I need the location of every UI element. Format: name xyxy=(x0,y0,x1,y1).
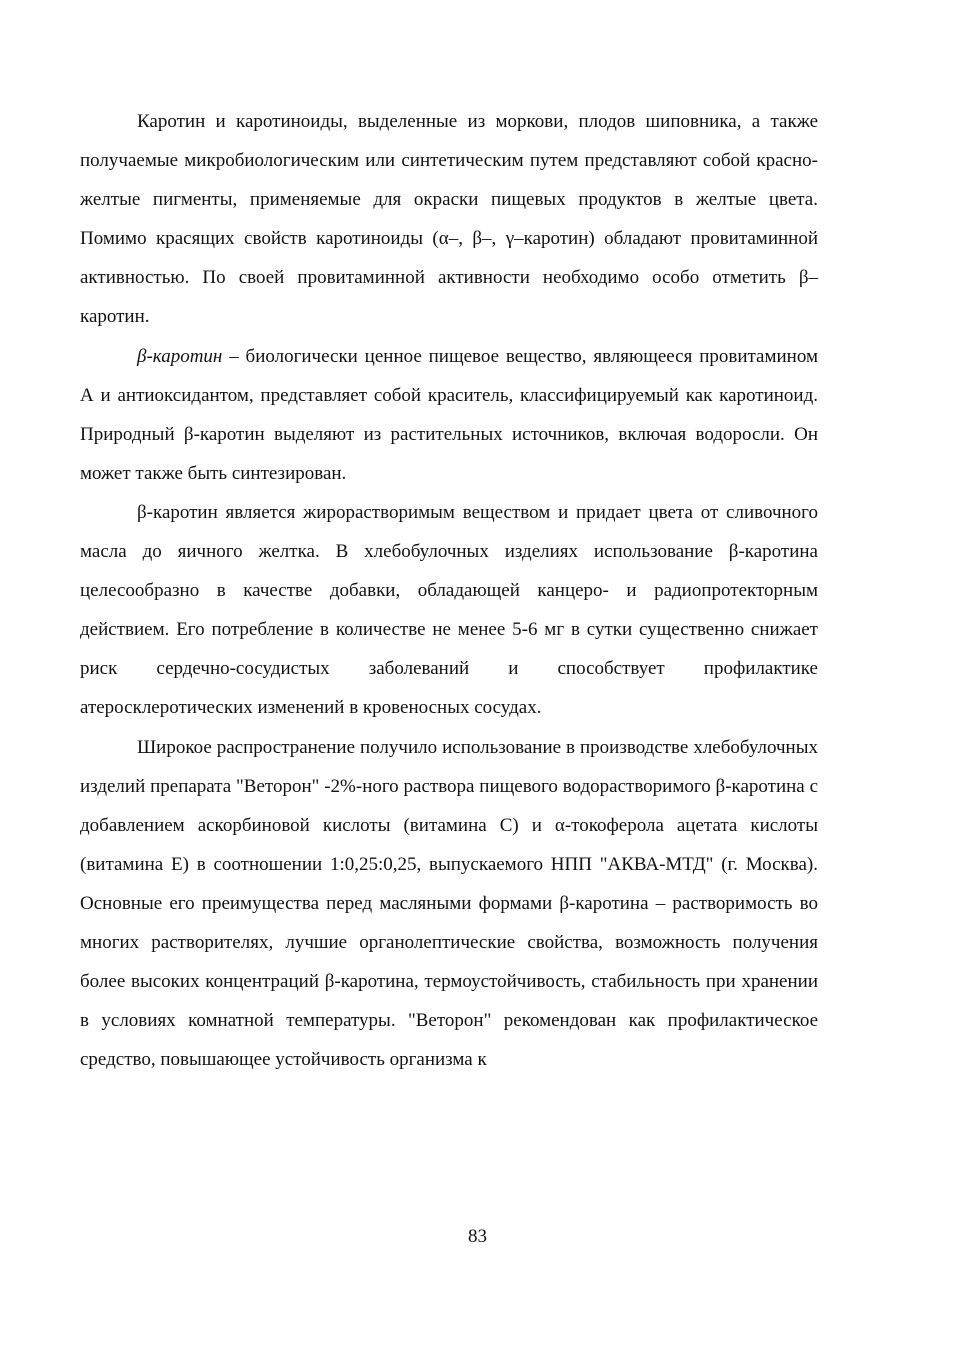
paragraph-text: Каротин и каротиноиды, выделенные из моркови, плодов шиповника, а также получаемые микробиологическим или синтетическим путем представляют собой красно-желтые пигменты, применяемые для окраски пищевых продуктов в желтые цвета. Помимо красящих свойств каротиноиды (α–, β–, γ–каротин) обладают провитаминной активностью. По своей провитаминной активности необходимо особо отметить β–каротин. xyxy=(80,111,818,328)
paragraph-text: Широкое распространение получило использование в производстве хлебобулочных изделий препарата "Веторон" -2%-ного раствора пищевого водорастворимого β-каротина с добавлением аскорбиновой кислоты (витамина С) и α-токоферола ацетата кислоты (витамина Е) в соотношении 1:0,25:0,25, выпускаемого НПП "АКВА-МТД" (г. Москва). Основные его преимущества перед масляными формами β-каротина – растворимость во многих растворителях, лучшие органолептические свойства, возможность получения более высоких концентраций β-каротина, термоустойчивость, стабильность при хранении в условиях комнатной температуры. "Веторон" рекомендован как профилактическое средство, повышающее устойчивость организма к xyxy=(80,736,818,1071)
paragraph-beta-carotene-properties xyxy=(80,493,818,728)
paragraph-text: β-каротин является жирорастворимым веществом и придает цвета от сливочного масла до яичного желтка. В хлебобулочных изделиях использование β-каротина целесообразно в качестве добавки, обладающей канцеро- и радиопротекторным действием. Его потребление в количестве не менее 5-6 мг в сутки существенно снижает риск сердечно-сосудистых заболеваний и способствует профилактике атеросклеротических изменений в кровеносных сосудах. xyxy=(80,501,818,719)
paragraph-veteron xyxy=(80,728,818,1080)
paragraph-carotenoids-intro xyxy=(80,102,818,337)
page-number: 83 xyxy=(468,1226,487,1247)
paragraph-beta-carotene-definition xyxy=(80,337,818,493)
paragraph-text: – биологически ценное пищевое вещество, являющееся провитамином А и антиоксидантом, представляет собой краситель, классифицируемый как каротиноид. Природный β-каротин выделяют из растительных источников, включая водоросли. Он может также быть синтезирован. xyxy=(80,345,818,484)
term-beta-carotene: β-каротин xyxy=(137,345,223,367)
body-text xyxy=(80,102,818,1079)
